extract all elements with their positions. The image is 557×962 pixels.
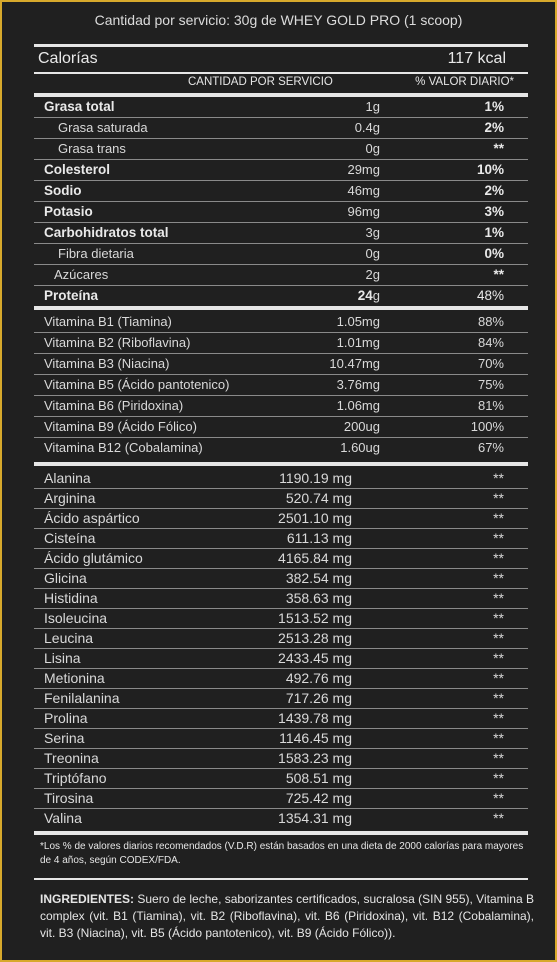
table-row: Tirosina 725.42 mg ** <box>34 788 528 809</box>
table-row: Isoleucina 1513.52 mg ** <box>34 608 528 629</box>
column-header <box>34 74 528 92</box>
ingredients-label: INGREDIENTES: <box>40 892 135 906</box>
table-row: Glicina 382.54 mg ** <box>34 568 528 589</box>
divider-amino-acids <box>34 462 528 466</box>
table-row: Treonina 1583.23 mg ** <box>34 748 528 769</box>
table-row: Alanina 1190.19 mg ** <box>34 468 528 489</box>
table-row: Proteína 24g 48% <box>44 288 504 303</box>
table-row: Vitamina B2 (Riboflavina) 1.01mg 84% <box>34 333 528 354</box>
table-row: Colesterol 29mg 10% <box>34 160 528 181</box>
divider-ingredients <box>34 878 528 880</box>
table-row: Lisina 2433.45 mg ** <box>34 648 528 669</box>
protein-amount: 24g <box>357 288 380 303</box>
serving-size: Cantidad por servicio: 30g de WHEY GOLD PRO (1 scoop) <box>94 12 463 28</box>
table-row: Prolina 1439.78 mg ** <box>34 708 528 729</box>
divider-vitamins <box>34 306 528 310</box>
header-amount: CANTIDAD POR SERVICIO <box>188 76 333 88</box>
table-row: Leucina 2513.28 mg ** <box>34 628 528 649</box>
ingredients <box>40 891 534 942</box>
table-row: Vitamina B12 (Cobalamina) 1.60ug 67% <box>44 440 504 455</box>
divider-top <box>34 44 528 47</box>
ingredients-text: Suero de leche, saborizantes certificados, sucralosa (SIN 955), Vitamina B complex (vit. B1 (Tiamina), vit. B2 (Riboflavina), vit. B6 (Piridoxina), vit. B12 (Cobalamina), vit. B3 (Niacina), vit. B5 (Ácido pantotenico), vit. B9 (Ácido Fólico)). <box>40 892 534 940</box>
table-row: Serina 1146.45 mg ** <box>34 728 528 749</box>
table-row: Carbohidratos total 3g 1% <box>34 223 528 244</box>
table-row: Grasa total 1g 1% <box>34 97 528 118</box>
table-row: Fenilalanina 717.26 mg ** <box>34 688 528 709</box>
table-row: Metionina 492.76 mg ** <box>34 668 528 689</box>
footnote: *Los % de valores diarios recomendados (V.D.R) están basados en una dieta de 2000 calorías para mayores de 4 años, según CODEX/FDA. <box>40 841 524 866</box>
calories-value: 117 kcal <box>447 50 506 67</box>
table-row: Grasa trans 0g ** <box>34 139 528 160</box>
table-row: Histidina 358.63 mg ** <box>34 588 528 609</box>
calories-row <box>34 48 528 70</box>
table-row: Ácido aspártico 2501.10 mg ** <box>34 508 528 529</box>
divider-footnote <box>34 831 528 835</box>
table-row: Vitamina B6 (Piridoxina) 1.06mg 81% <box>34 396 528 417</box>
calories-label: Calorías <box>38 50 98 67</box>
table-row: Potasio 96mg 3% <box>34 202 528 223</box>
header-daily-value: % VALOR DIARIO* <box>415 76 514 88</box>
table-row: Sodio 46mg 2% <box>34 181 528 202</box>
table-row: Arginina 520.74 mg ** <box>34 488 528 509</box>
table-row: Vitamina B9 (Ácido Fólico) 200ug 100% <box>34 417 528 438</box>
table-row: Grasa saturada 0.4g 2% <box>34 118 528 139</box>
table-row: Azúcares 2g ** <box>34 265 528 286</box>
table-row: Vitamina B3 (Niacina) 10.47mg 70% <box>34 354 528 375</box>
table-row: Ácido glutámico 4165.84 mg ** <box>34 548 528 569</box>
table-row: Vitamina B1 (Tiamina) 1.05mg 88% <box>34 312 528 333</box>
table-row: Fibra dietaria 0g 0% <box>34 244 528 265</box>
table-row: Triptófano 508.51 mg ** <box>34 768 528 789</box>
table-row: Cisteína 611.13 mg ** <box>34 528 528 549</box>
table-row: Vitamina B5 (Ácido pantotenico) 3.76mg 75% <box>34 375 528 396</box>
nutrition-facts-panel <box>2 2 555 960</box>
table-row: Valina 1354.31 mg ** <box>44 810 504 826</box>
